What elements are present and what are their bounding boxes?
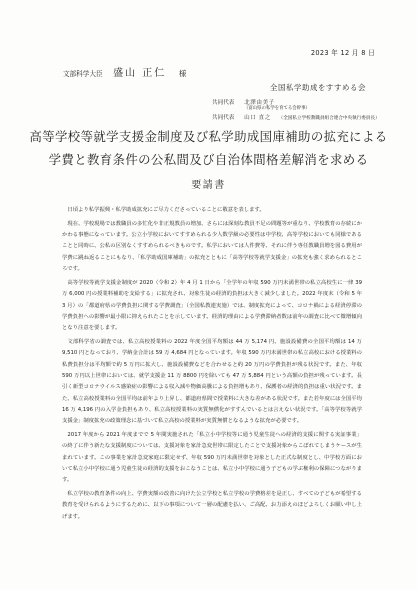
sender-org: 全国私学助成をすすめる会: [270, 83, 366, 92]
document-title-line-1: 高等学校等就学支援金制度及び私学助成国庫補助の拡充による: [29, 129, 388, 144]
representative-name: 山口 直之: [244, 115, 271, 121]
body-paragraph: 文部科学省の調査では、私立高校授業料の 2022 年度全国平均額は 44 万 5,174 円、施設設備費の全国平均額は 14 万 9,510 円となっており、学納金合計は 59 万 4,684 円となっています。年収 590 万円未満世帯の私立高校における授業料の私費負担分は平均額で約 5 万円に拡大し、施設設備費などを合わせると約 20 万円の学費負担が残る状況です。また、年収 590 万円以上世帯においては、就学支援金 11 万 8800 円を除いても 47 万 5,884 円という高額の負担が残っています。長引く新型コロナウイルス感染症の影響による収入減や物価高騰による負担増もあり、保護者の経済的負担は重い状況です。また、私立高校授業料の全国平均は前年より上昇し、都道府県間で授業料に大きな差がある状況です。また若年度には全国平均 16 万 4,196 円の入学金負担もあり、私立高校授業料の実質無償化がすすんでいるとは言えない状況です。「高等学校等就学支援金」制度拡充の政策理念に基づいて私立高校の授業料が実質無償となるような拡充が必要です。: [62, 339, 362, 425]
representative-affiliation: （富山県の私学を育てる会幹事）: [244, 106, 310, 111]
document-date: 2023 年 12 月 8 日: [310, 49, 375, 57]
representative-affiliation: （全国私立学校教職員組合連合中央執行委員長）: [278, 116, 380, 121]
body-paragraph: 日頃より私学振興・私学助成拡充にご尽力くださっていることに敬意を表します。: [67, 207, 265, 213]
representative-name: 北澤由美子: [244, 100, 275, 106]
body-paragraph: 私立学校の教育条件の向上、学費実額の改善に向けた公立学校と私立学校の学費格差を是正し、すべての子どもが希望する教育を受けられるようにするために、以下の事項について一層の配慮を払い、ご高配、お力添えのほどよろしくお願い申し上げます。: [62, 491, 362, 520]
document-title-line-2: 学費と教育条件の公私間及び自治体間格差解消を求める: [48, 152, 369, 167]
recipient: [63, 64, 186, 79]
representative-role: 共同代表: [212, 100, 235, 106]
body-paragraph: 現在、学校現場では教職員の多忙化や非正規教員の増加、さらには深刻な教員不足の問題等が重なり、学校教育の存続にかかわる事態になっています。公立小学校においてすすめられる少人数学級の必要性は中学校、高等学校においても同様であることと同時に、公私の区別なくすすめられるべきものです。私学においては人件費等、それに伴う専任教職員増を図る費用が学費に跳ね返ることにもなり、「私学助成国庫補助」の拡充とともに「高等学校等就学支援金」の拡充も強く求められるところです。: [62, 220, 362, 273]
recipient-org: 文部科学大臣: [63, 70, 103, 78]
body-paragraph: 高等学校等就学支援金制度が 2020（令和 2）年 4 月 1 日から「全学年の年収 590 万円未満世帯の私立高校生に一律 39 万 6,000 円の授業料補助を支給する」に拡充され、対象生徒の経済的負担は大きく減少しました。2022 年度末（令和 5 年 3 月）の「都道府県の学費負担に関する学費調査」（全国私教連実施）では、制度拡充によって、コロナ禍による経済停滞の学費負担への影響が最小限に抑えられたことを示しています。経済的理由による学費滞納者数は前年の調査に比べて微増傾向となり注意を要します。: [62, 279, 362, 332]
representative-2: [212, 113, 380, 121]
recipient-name: 盛山 正仁: [113, 68, 167, 79]
recipient-honorific: 様: [178, 69, 187, 78]
body-paragraph: 2017 年度から 2021 年度までで 5 年間実施された「私立小中学校等に通う児童生徒への経済的支援に関する実証事業」の終了に伴う新たな支援制度については、支援対象を家計急変世帯に限定したことで支援対象からこぼれてしまうケースが生まれています。この事業を家計急変家庭に限定せず、年収 590 万円未満世帯を対象とした正式な制度とし、中学校方面において私立小中学校に通う児童生徒の経済的支援をおこなうことは、私立小中学校に通う子どもの学ぶ権利の保障につながります。: [62, 432, 362, 484]
document-title-line-3: 要請書: [191, 180, 226, 191]
representative-role: 共同代表: [212, 115, 235, 121]
document-body: [62, 205, 362, 526]
